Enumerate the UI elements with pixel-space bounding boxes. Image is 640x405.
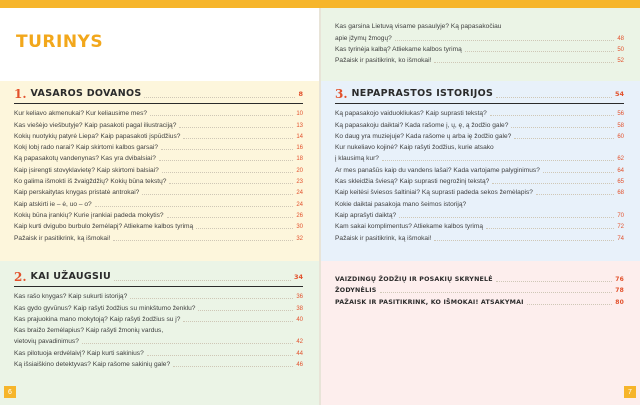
toc-entry[interactable] [335,197,624,208]
toc-entry-page: 36 [296,294,303,301]
toc-entry-page: 60 [617,133,624,140]
dot-leader [150,115,293,116]
toc-entry-title: VAIZDINGŲ ŽODŽIŲ IR POSAKIŲ SKRYNELĖ [335,275,493,283]
toc-entry[interactable] [335,231,624,242]
section-number: 2. [14,270,27,284]
dot-leader [113,240,293,241]
toc-entry-page: 30 [296,224,303,231]
toc-entry-page: 46 [296,362,303,369]
right-page [321,8,640,405]
toc-entry-title: Ką papasakotų vandenynas? Kas yra dvibalsiai? [14,155,156,163]
section-page: 8 [298,90,303,98]
dot-leader [142,194,293,195]
dot-leader [434,62,614,63]
toc-entry-title: Kaip įsirengti stovyklavietę? Kaip skirtomi balsiai? [14,166,159,174]
toc-entry-page: 56 [617,111,624,118]
toc-entry-page: 80 [615,298,624,306]
top-color-bar [0,0,640,8]
toc-entry[interactable] [335,107,624,118]
toc-entry-title: Kas rašo knygas? Kaip sukurti istoriją? [14,293,128,301]
dot-leader [173,366,293,367]
toc-entry[interactable] [14,301,303,312]
dot-leader [382,160,614,161]
dot-leader [167,217,294,218]
toc-entry[interactable] [14,313,303,324]
dot-leader [162,172,294,173]
toc-entry[interactable] [335,141,624,152]
toc-entry-title: Kas gydo gyvūnus? Kaip rašyti žodžius su minkštumo ženklu? [14,304,196,312]
toc-entry-title: Kaip aprašyti daiktą? [335,211,397,219]
toc-entry-title: Kas viešėjo viešbutyje? Kaip pasakoti pagal iliustraciją? [14,121,177,129]
dot-leader [527,304,613,305]
toc-entry-page: 72 [617,224,624,231]
dot-leader [114,280,291,281]
section-3-entries [335,107,624,243]
toc-entry-title: Kaip kurti dvigubo burbulo žemėlapį? Atliekame kalbos tyrimą [14,223,194,231]
toc-entry-title: Kas skleidžia šviesą? Kaip suprasti negrožinį tekstą? [335,178,490,186]
toc-entry-page: 62 [617,156,624,163]
section-name: NEPAPRASTOS ISTORIJOS [351,88,494,99]
toc-entry[interactable] [335,186,624,197]
dot-leader [511,127,614,128]
dot-leader [395,40,615,41]
dot-leader [82,343,293,344]
toc-entry-title: Kokių nuotykių patyrė Liepa? Kaip papasakoti įspūdžius? [14,132,181,140]
page-title: TURINYS [16,32,104,52]
toc-entry-title: Ką papasakoju daiktai? Kada rašome į, ų, ę, ą žodžio gale? [335,121,509,129]
dot-leader [159,160,293,161]
toc-entry[interactable] [335,130,624,141]
left-page [0,8,319,405]
toc-entry-page: 14 [296,133,303,140]
toc-entry-title: Kaip atskirti ie – ė, uo – o? [14,200,92,208]
page-number-left: 6 [4,386,16,398]
toc-entry-title: ŽODYNĖLIS [335,287,377,294]
toc-entry-page: 24 [296,201,303,208]
toc-entry-title: Pažaisk ir pasitikrink, ką išmokai! [14,234,111,242]
dot-leader [543,172,614,173]
toc-entry-page: 64 [617,167,624,174]
toc-entry-title: Kaip keitėsi šviesos šaltiniai? Ką suprasti padeda sekos žemėlapis? [335,189,533,197]
toc-entry-title: Kokį lobį rado narai? Kaip skirtomi kalbos garsai? [14,144,159,152]
dot-leader [147,355,294,356]
toc-entry[interactable] [14,118,303,129]
toc-entry[interactable] [14,152,303,163]
toc-entry-title: Kokie daiktai pasakoja mano šeimos istoriją? [335,200,467,208]
toc-entry-title: Kas braižo žemėlapius? Kaip rašyti žmonių vardus, [14,327,164,335]
dot-leader [465,51,615,52]
toc-entry-title: Kokių būna įrankių? Kurie įrankiai padeda mokytis? [14,211,164,219]
toc-entry[interactable] [335,295,624,307]
toc-entry[interactable] [335,272,624,284]
toc-entry[interactable] [335,54,624,65]
toc-entry[interactable] [14,335,303,346]
toc-entry-page: 23 [296,179,303,186]
toc-entry[interactable] [14,209,303,220]
section-name: VASAROS DOVANOS [30,88,142,99]
dot-leader [161,149,293,150]
toc-entry-page: 13 [296,122,303,129]
toc-entry-title: Kas pilotuoja erdvėlaivį? Kaip kurti sakinius? [14,349,144,357]
toc-entry-title: Ką išsiaiškino detektyvas? Kaip rašome sakinių gale? [14,361,171,369]
dot-leader [144,97,295,98]
dot-leader [486,228,614,229]
toc-entry-page: 26 [296,212,303,219]
section-name: KAI UŽAUGSIU [30,271,111,282]
toc-entry-title: Pažaisk ir pasitikrink, ko išmokai! [335,57,432,65]
dot-leader [496,97,612,98]
toc-entry-page: 20 [296,167,303,174]
toc-entry-title: Ko galima išmokti iš žvaigždžių? Kokių būna tekstų? [14,178,167,186]
toc-entry-page: 48 [617,35,624,42]
toc-entry-title: Ar mes panašūs kaip du vandens lašai? Kada vartojame palyginimus? [335,166,540,174]
toc-entry[interactable] [335,20,624,31]
toc-entry[interactable] [14,130,303,141]
dot-leader [130,298,293,299]
dot-leader [490,115,615,116]
toc-entry[interactable] [335,31,624,42]
toc-entry-page: 74 [617,235,624,242]
toc-entry-title: Kas prajuokina mano mokytoją? Kaip rašyti žodžius su j? [14,315,181,323]
dot-leader [183,138,293,139]
dot-leader [536,194,614,195]
toc-entry-title: į klausimą kur? [335,155,379,163]
toc-entry[interactable] [335,118,624,129]
toc-entry-page: 42 [296,339,303,346]
dot-leader [514,138,614,139]
toc-entry[interactable] [14,324,303,335]
section-rule [14,286,303,287]
toc-entry-title: vietovių pavadinimus? [14,338,79,346]
toc-entry-page: 44 [296,350,303,357]
toc-entry-page: 38 [296,305,303,312]
toc-entry[interactable] [14,197,303,208]
toc-entry-page: 16 [296,145,303,152]
dot-leader [169,183,293,184]
dot-leader [492,183,614,184]
toc-entry[interactable] [335,220,624,231]
toc-entry-page: 58 [617,122,624,129]
toc-entry-title: Ko daug yra muziejuje? Kada rašome ų arba ię žodžio gale? [335,132,512,140]
toc-entry-title: Ką papasakojo vaiduokliukas? Kaip suprasti tekstą? [335,110,487,118]
toc-entry[interactable] [335,163,624,174]
dot-leader [183,321,293,322]
toc-entry[interactable] [14,290,303,301]
toc-entry-page: 32 [296,235,303,242]
section-rule [335,103,624,104]
dot-leader [380,292,613,293]
toc-entry-title: Kas garsina Lietuvą visame pasaulyje? Ką papasakočiau [335,23,502,31]
toc-entry[interactable] [14,163,303,174]
toc-entry-title: Kur keliavo akmenukai? Kur keliausime mes? [14,110,148,118]
dot-leader [198,310,293,311]
toc-entry[interactable] [14,358,303,369]
toc-entry-page: 10 [296,111,303,118]
toc-entry[interactable] [335,152,624,163]
toc-entry-page: 68 [617,190,624,197]
toc-entry-page: 24 [296,190,303,197]
toc-entry[interactable] [14,346,303,357]
toc-entry[interactable] [14,141,303,152]
dot-leader [434,240,614,241]
toc-entry-page: 76 [615,275,624,283]
dot-leader [399,217,614,218]
page-number-right: 7 [624,386,636,398]
dot-leader [196,228,293,229]
continued-entries [335,20,624,65]
toc-entry-page: 70 [617,212,624,219]
dot-leader [179,127,293,128]
toc-entry[interactable] [335,284,624,296]
toc-entry-title: Kur nukeliavo kojinė? Kaip rašyti žodžius, kurie atsako [335,144,494,152]
toc-entry-page: 52 [617,58,624,65]
toc-entry-title: apie įžymų žmogų? [335,34,392,42]
dot-leader [95,206,294,207]
toc-entry[interactable] [14,231,303,242]
toc-entry[interactable] [335,175,624,186]
toc-entry-title: Pažaisk ir pasitikrink, ką išmokai! [335,234,432,242]
section-page: 34 [293,273,303,281]
section-3-heading[interactable] [335,87,624,101]
appendix-entries [335,272,624,307]
toc-entry-page: 50 [617,46,624,53]
toc-entry-title: Kaip perskaitytas knygas pristatė antrokai? [14,189,140,197]
section-2-heading[interactable] [14,270,303,284]
dot-leader [496,281,612,282]
toc-entry[interactable] [14,220,303,231]
section-1-heading[interactable] [14,87,303,101]
toc-entry-page: 78 [615,287,624,294]
section-1-entries [14,107,303,243]
section-page: 54 [614,90,624,98]
section-rule [14,103,303,104]
toc-entry[interactable] [335,209,624,220]
toc-entry-page: 18 [296,156,303,163]
toc-entry-page: 65 [617,179,624,186]
toc-entry-title: Kas tyrinėja kalbą? Atliekame kalbos tyrimą [335,45,462,53]
toc-entry[interactable] [14,107,303,118]
section-number: 1. [14,87,27,101]
toc-entry[interactable] [14,175,303,186]
toc-entry-title: Kam sakai komplimentus? Atliekame kalbos tyrimą [335,223,484,231]
toc-entry-page: 40 [296,316,303,323]
toc-entry[interactable] [14,186,303,197]
toc-entry[interactable] [335,43,624,54]
section-2-entries [14,290,303,369]
section-number: 3. [335,87,348,101]
toc-entry-title: PAŽAISK IR PASITIKRINK, KO IŠMOKAI! ATSAKYMAI [335,298,524,306]
